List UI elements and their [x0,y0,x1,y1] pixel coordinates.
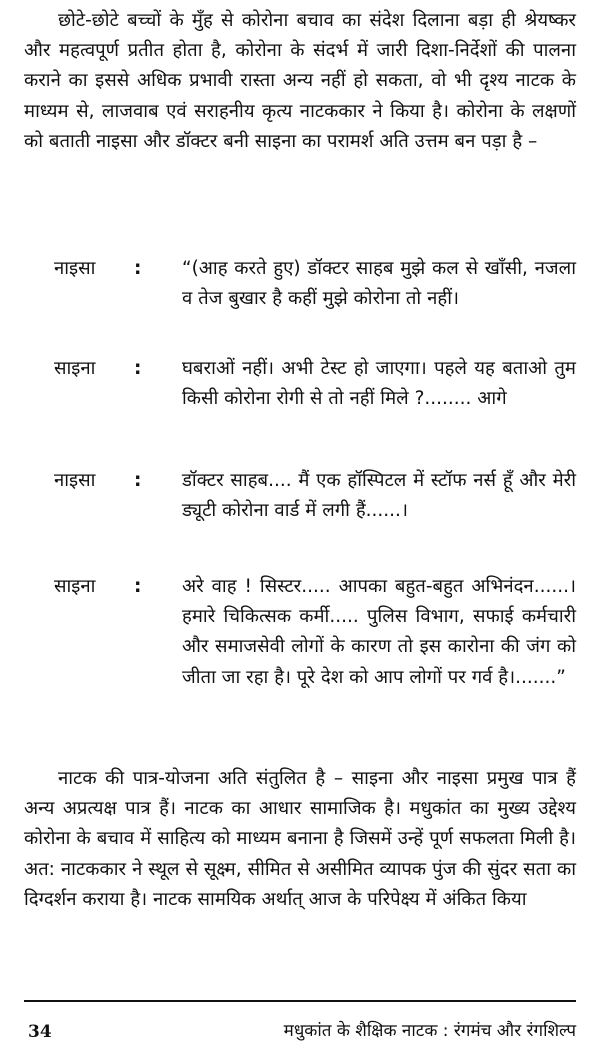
page-footer [24,1016,576,1046]
footer-divider [24,1000,576,1002]
dialogue-block [24,254,576,693]
dialogue-line [24,466,576,572]
page-number: 34 [28,1022,52,1042]
dialogue-text: “(आह करते हुए) डॉक्टर साहब मुझे कल से खाँसी, नजला व तेज बुखार है कहीं मुझे कोरोना तो नहीं। [182,258,576,310]
dialogue-line [24,354,576,466]
dialogue-colon: : [134,576,142,597]
closing-paragraph: नाटक की पात्र-योजना अति संतुलित है – साइना और नाइसा प्रमुख पात्र हैं अन्य अप्रत्यक्ष पात्र हैं। नाटक का आधार सामाजिक है। मधुकांत का मुख्य उद्देश्य कोरोना के बचाव में साहित्य को माध्यम बनाना है जिसमें उन्हें पूर्ण सफलता मिली है। अत: नाटककार ने स्थूल से सूक्ष्म, सीमित से असीमित व्यापक पुंज की सुंदर सता का दिग्दर्शन कराया है। नाटक सामयिक अर्थात् आज के परिपेक्ष्य में अंकित किया [24,768,576,910]
dialogue-speaker: नाइसा [54,470,96,491]
intro-paragraph: छोटे-छोटे बच्चों के मुँह से कोरोना बचाव का संदेश दिलाना बड़ा ही श्रेयष्कर और महत्वपूर्ण प्रतीत होता है, कोरोना के संदर्भ में जारी दिशा-निर्देशों की पालना कराने का इससे अधिक प्रभावी रास्ता अन्य नहीं हो सकता, वो भी दृश्य नाटक के माध्यम से, लाजवाब एवं सराहनीय कृत्य नाटककार ने किया है। कोरोना के लक्षणों को बताती नाइसा और डॉक्टर बनी साइना का परामर्श अति उत्तम बन पड़ा है – [24,10,576,152]
dialogue-colon: : [134,258,142,279]
running-title: मधुकांत के शैक्षिक नाटक : रंगमंच और रंगशिल्प [283,1021,576,1041]
dialogue-speaker: साइना [54,358,96,379]
dialogue-speaker: नाइसा [54,258,96,279]
dialogue-text: डॉक्टर साहब.... मैं एक हॉस्पिटल में स्टॉफ नर्स हूँ और मेरी ड्यूटी कोरोना वार्ड में लगी हैं......। [182,470,576,522]
dialogue-line [24,254,576,354]
dialogue-speaker: साइना [54,576,96,597]
dialogue-text: अरे वाह ! सिस्टर..... आपका बहुत-बहुत अभिनंदन......। हमारे चिकित्सक कर्मी..... पुलिस विभाग, सफाई कर्मचारी और समाजसेवी लोगों के कारण तो इस कारोना की जंग को जीता जा रहा है। पूरे देश को आप लोगों पर गर्व है।.......” [182,576,576,688]
dialogue-colon: : [134,358,142,379]
dialogue-colon: : [134,470,142,491]
dialogue-line [24,572,576,693]
dialogue-text: घबराओं नहीं। अभी टेस्ट हो जाएगा। पहले यह बताओ तुम किसी कोरोना रोगी से तो नहीं मिले ?........ आगे [182,358,576,410]
